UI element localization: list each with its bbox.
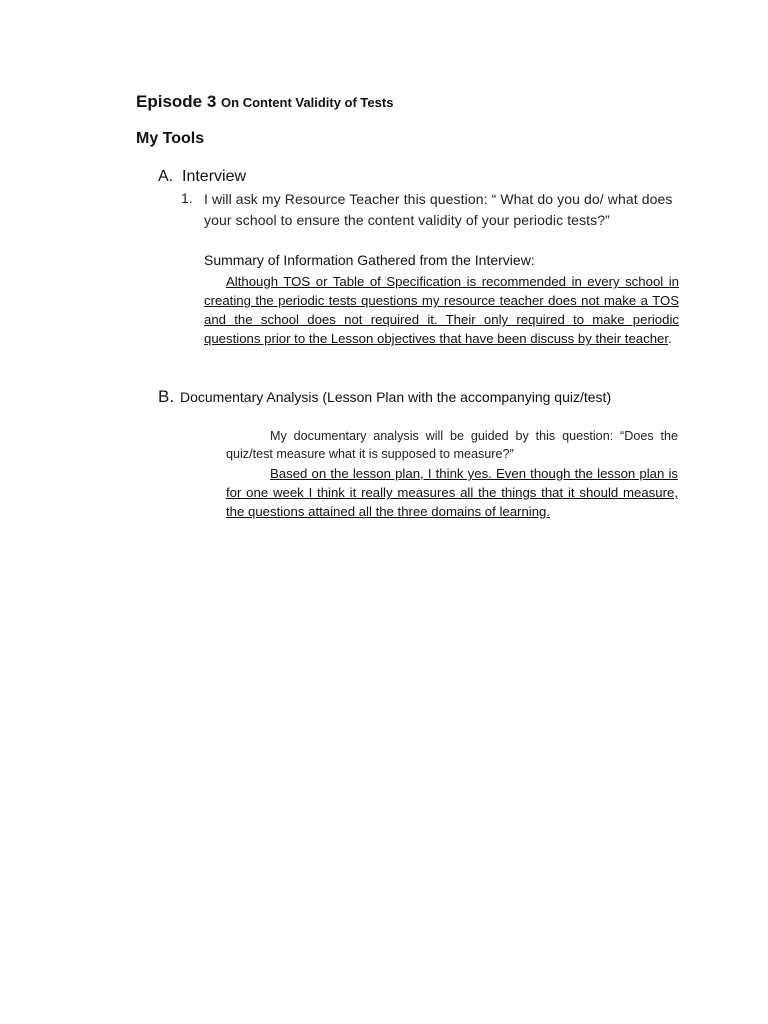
summary-text: Although TOS or Table of Specification is recommended in every school in creating the periodic tests questions my resource teacher does not make a TOS and the school does not required it. Their only required to make periodic questions prior to the Lesson objectives that have been discuss by their teacher bbox=[204, 274, 679, 346]
analysis-question: My documentary analysis will be guided by this question: “Does the quiz/test measure what it is supposed to measure?” bbox=[226, 429, 678, 461]
section-a-label: Interview bbox=[182, 168, 247, 185]
section-b-letter: B. bbox=[158, 387, 175, 406]
section-heading: My Tools bbox=[136, 130, 205, 147]
section-b-label: Documentary Analysis (Lesson Plan with the accompanying quiz/test) bbox=[180, 389, 612, 405]
section-a-letter: A. bbox=[158, 168, 174, 185]
episode-label: Episode 3 bbox=[136, 92, 217, 111]
section-a-heading bbox=[158, 168, 246, 186]
summary-paragraph bbox=[204, 272, 679, 348]
interview-question: I will ask my Resource Teacher this question: “ What do you do/ what does your school to ensure the content validity of your periodic tests?” bbox=[204, 191, 673, 228]
page-title bbox=[136, 92, 393, 112]
analysis-answer: Based on the lesson plan, I think yes. Even though the lesson plan is for one week I think it really measures all the things that it should measure, the questions attained all the three domains of learning. bbox=[226, 466, 678, 519]
summary-heading: Summary of Information Gathered from the Interview: bbox=[204, 252, 535, 268]
summary-period: . bbox=[668, 331, 672, 346]
episode-subtitle: On Content Validity of Tests bbox=[221, 95, 394, 110]
list-item-number: 1. bbox=[181, 190, 193, 206]
section-b-heading bbox=[158, 387, 611, 407]
